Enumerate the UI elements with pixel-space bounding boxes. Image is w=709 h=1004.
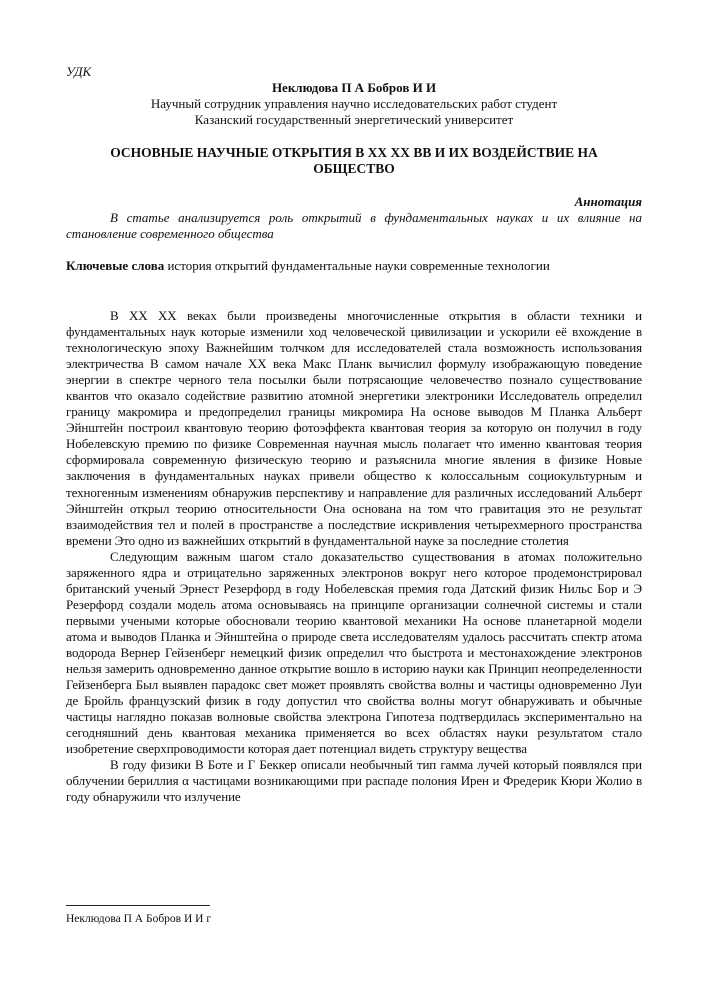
- footnote-divider: [66, 905, 210, 906]
- annotation-text: В статье анализируется роль открытий в фундаментальных науках и их влияние на становление современного общества: [66, 210, 642, 241]
- footnote: Неклюдова П А Бобров И И г: [66, 913, 212, 925]
- affiliation-line-2: Казанский государственный энергетический университет: [194, 112, 514, 127]
- body-paragraph-1: В XX XX веках были произведены многочисленные открытия в области техники и фундаментальных наук которые изменили ход человеческой цивилизации и ускорили её вхождение в технологическую эпоху Важнейшим толчком для исследователей стала возможность использования электричества В самом начале XX века Макс Планк вычислил формулу изображающую поведение энергии в спектре черного тела посылки были потрясающие человечество познало существование квантов что оказало содействие развитию атомной энергетики электроники Исследователь определил границу макромира и предопределил границы микромира На основе выводов М Планка Альберт Эйнштейн построил квантовую теорию фотоэффекта квантовая теория за которую он получил в году Нобелевскую премию по физике Современная научная мысль полагает что именно квантовая теория сформировала современную физическую теорию и разъяснила многие явления в физике Новые заключения в фундаментальных науках привели общество к колоссальным социокультурным и техногенным изменениям обнаружив перспективу и направление для различных исследований Альберт Эйнштейн открыл теорию относительности Она основана на том что гравитация это не результат взаимодействия тел и полей в пространстве а последствие искривления четырехмерного пространства времени Это одно из важнейших открытий в фундаментальной науке за последние столетия: [66, 308, 642, 548]
- keywords: [66, 258, 642, 274]
- body-paragraph-2: Следующим важным шагом стало доказательство существования в атомах положительно заряженного ядра и отрицательно заряженных электронов вокруг него которое продемонстрировал британский ученый Эрнест Резерфорд в году Нобелевская премия года Датский физик Нильс Бор и Э Резерфорд создали модель атома основываясь на принципе организации солнечной системы и стали первыми учеными которые обосновали теорию квантовой механики На основе планетарной модели атома и выводов Планка и Эйнштейна о природе света исследователям удалось рассчитать спектр атома водорода Вернер Гейзенберг немецкий физик определил что быстрота и местонахождение электронов нельзя замерить одновременно данное открытие вошло в историю науки как Принцип неопределенности Гейзенберга Был выявлен парадокс свет может проявлять свойства волны и частицы одновременно Луи де Бройль французский физик в году допустил что свойства волны могут обнаруживать и обычные частицы наглядно показав волновые свойства электрона Гипотеза подтвердилась экспериментально на сегодняшний день квантовая механика применяется во всех областях науки результатом стало изобретение сверхпроводимости которая дает потенциал видеть структуру вещества: [66, 548, 642, 757]
- keywords-text: история открытий фундаментальные науки современные технологии: [164, 258, 550, 273]
- body-text: [66, 308, 642, 805]
- paper-title: ОСНОВНЫЕ НАУЧНЫЕ ОТКРЫТИЯ В XX XX ВВ И ИХ ВОЗДЕЙСТВИЕ НА ОБЩЕСТВО: [110, 145, 598, 176]
- authors: Неклюдова П А Бобров И И: [271, 80, 437, 95]
- paper-page: [66, 64, 642, 805]
- body-paragraph-3: В году физики В Боте и Г Беккер описали необычный тип гамма лучей который появлялся при облучении бериллия α частицами возникающими при распаде полония Ирен и Фредерик Кюри Жолио в году обнаружили что излучение: [66, 757, 642, 805]
- affiliation-line-1: Научный сотрудник управления научно исследовательских работ студент: [150, 96, 558, 111]
- annotation-label: Аннотация: [574, 194, 642, 209]
- keywords-label: Ключевые слова: [66, 258, 165, 273]
- udk-label: УДК: [66, 64, 92, 79]
